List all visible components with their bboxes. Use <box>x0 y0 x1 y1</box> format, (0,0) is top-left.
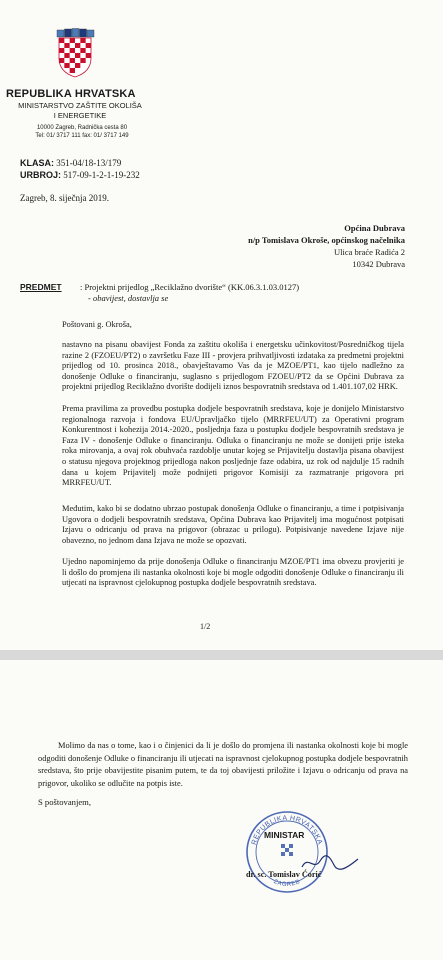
svg-text:ZAGREB <box>273 879 302 888</box>
body-paragraph-1: nastavno na pisanu obavijest Fonda za zaštitu okoliša i energetsku učinkovitost/Posredničkog tijela razine 2 (FZOEU/PT2) o završetku Faze III - provjera prihvatljivosti izdataka za predmetni projektni prijedlog od 10. prosinca 2018., obavještavamo Vas da je MZOE/PT1, kao tijelo nadležno za donošenje Odluke o financiranju, suglasno s prijedlogom FZOEU/PT2 da se Općini Dubrava za projektni prijedlog Reciklažno dvorište dodijeli iznos bespovratnih sredstava od 1.401.107,02 HRK. <box>62 340 404 392</box>
subject-line-2: - obavijest, dostavlja se <box>88 293 169 303</box>
ministry-line-1: MINISTARSTVO ZAŠTITE OKOLIŠA <box>18 101 142 110</box>
body-paragraph-3: Međutim, kako bi se dodatno ubrzao postupak donošenja Odluke o financiranju, a time i potpisivanja Ugovora o dodjeli bespovratnih sredstava, Općina Dubrava kao Prijavitelj ima mogućnost potpisati Izjavu o odricanju od prava na prigovor (obrazac u prilogu). Potpisivanje navedene Izjave nije obavezno, no jednom dana Izjava ne može se opozvati. <box>62 504 404 545</box>
urbroj-label: URBROJ: <box>20 170 62 180</box>
signature-title: MINISTAR <box>264 830 305 840</box>
official-stamp-icon <box>245 810 329 894</box>
document-page-2 <box>0 660 443 960</box>
recipient-line-1: Općina Dubrava <box>344 223 405 233</box>
urbroj-value: 517-09-1-2-1-19-232 <box>63 170 140 180</box>
address-line-1: 10000 Zagreb, Radnička cesta 80 <box>36 125 128 131</box>
salutation: Poštovani g. Okroša, <box>62 320 132 329</box>
recipient-block <box>248 222 405 270</box>
signature-name: dr. sc. Tomislav Ćorić <box>246 870 322 879</box>
croatian-coat-of-arms-icon <box>55 28 95 78</box>
body-paragraph-2: Prema pravilima za provedbu postupka dodjele bespovratnih sredstava, koje je donijelo Ministarstvo regionalnoga razvoja i fondova EU/Upravljačko tijelo (MRRFEU/UT) za Operativni program Konkurentnost i kohezija 2014.-2020., posljednja faza u postupku dodjele bespovratnih sredstava je Faza IV - donošenje Odluke o financiranju. Odluka o financiranju ne može se donijeti prije isteka roka mirovanja, a ovaj rok obuhvaća razdoblje unutar kojeg se Prijavitelju dostavlja pisana obavijest o statusu njegova projektnog prijedloga nakon posljednje faze odabira, uz rok od najdulje 15 radnih dana u kojem Prijavitelj može podnijeti prigovor Komisiji za razmatranje prigovora pri MRRFEU/UT. <box>62 404 404 488</box>
subject-line-1: : Projektni prijedlog „Reciklažno dvorište“ (KK.06.3.1.03.0127) <box>80 282 300 292</box>
subject-label-text: PREDMET <box>20 282 62 292</box>
klasa-value: 351-04/18-13/179 <box>56 158 122 168</box>
page2-paragraph: Molimo da nas o tome, kao i o činjenici da li je došlo do promjena ili nastanka okolnosti koje bi mogle odgoditi donošenje Odluke o financiranju ili utjecati na ispravnost cjelokupnog postupka dodjele bespovratnih sredstava, što prije obavijestite pisanim putem, te da toj obavijesti priložite i Izjavu o odricanju od prava na prigovor, ukoliko se odlučite na potpis iste. <box>38 741 408 788</box>
stamp-top-text: REPUBLIKA HRVATSKA <box>250 814 324 846</box>
ministry-line-2: I ENERGETIKE <box>53 111 107 120</box>
page-number: 1/2 <box>200 622 211 631</box>
ministry-name <box>10 101 150 121</box>
ministry-address <box>12 124 152 140</box>
subject-label <box>20 282 62 292</box>
org-title: REPUBLIKA HRVATSKA <box>6 88 136 100</box>
document-date: Zagreb, 8. siječnja 2019. <box>20 193 109 203</box>
recipient-line-4: 10342 Dubrava <box>352 259 405 269</box>
recipient-line-2: n/p Tomislava Okroše, općinskog načelnika <box>248 235 405 245</box>
klasa-label: KLASA: <box>20 158 54 168</box>
address-line-2: Tel: 01/ 3717 111 fax: 01/ 3717 149 <box>35 133 129 139</box>
subject-text <box>80 282 420 304</box>
closing-salutation: S poštovanjem, <box>38 797 91 807</box>
body-paragraph-4: Ujedno napominjemo da prije donošenja Odluke o financiranju MZOE/PT1 ima obvezu provjeriti je li došlo do promjena ili nastanka okolnosti koje bi mogle odgoditi donošenje Odluke o financiranju ili utjecati na ispravnost cjelokupnog postupka dodjele bespovratnih sredstava. <box>62 557 404 588</box>
urbroj-row <box>20 170 140 180</box>
klasa-row <box>20 158 121 168</box>
stamp-bottom-text: ZAGREB <box>272 878 302 889</box>
recipient-line-3: Ulica braće Radića 2 <box>333 247 405 257</box>
